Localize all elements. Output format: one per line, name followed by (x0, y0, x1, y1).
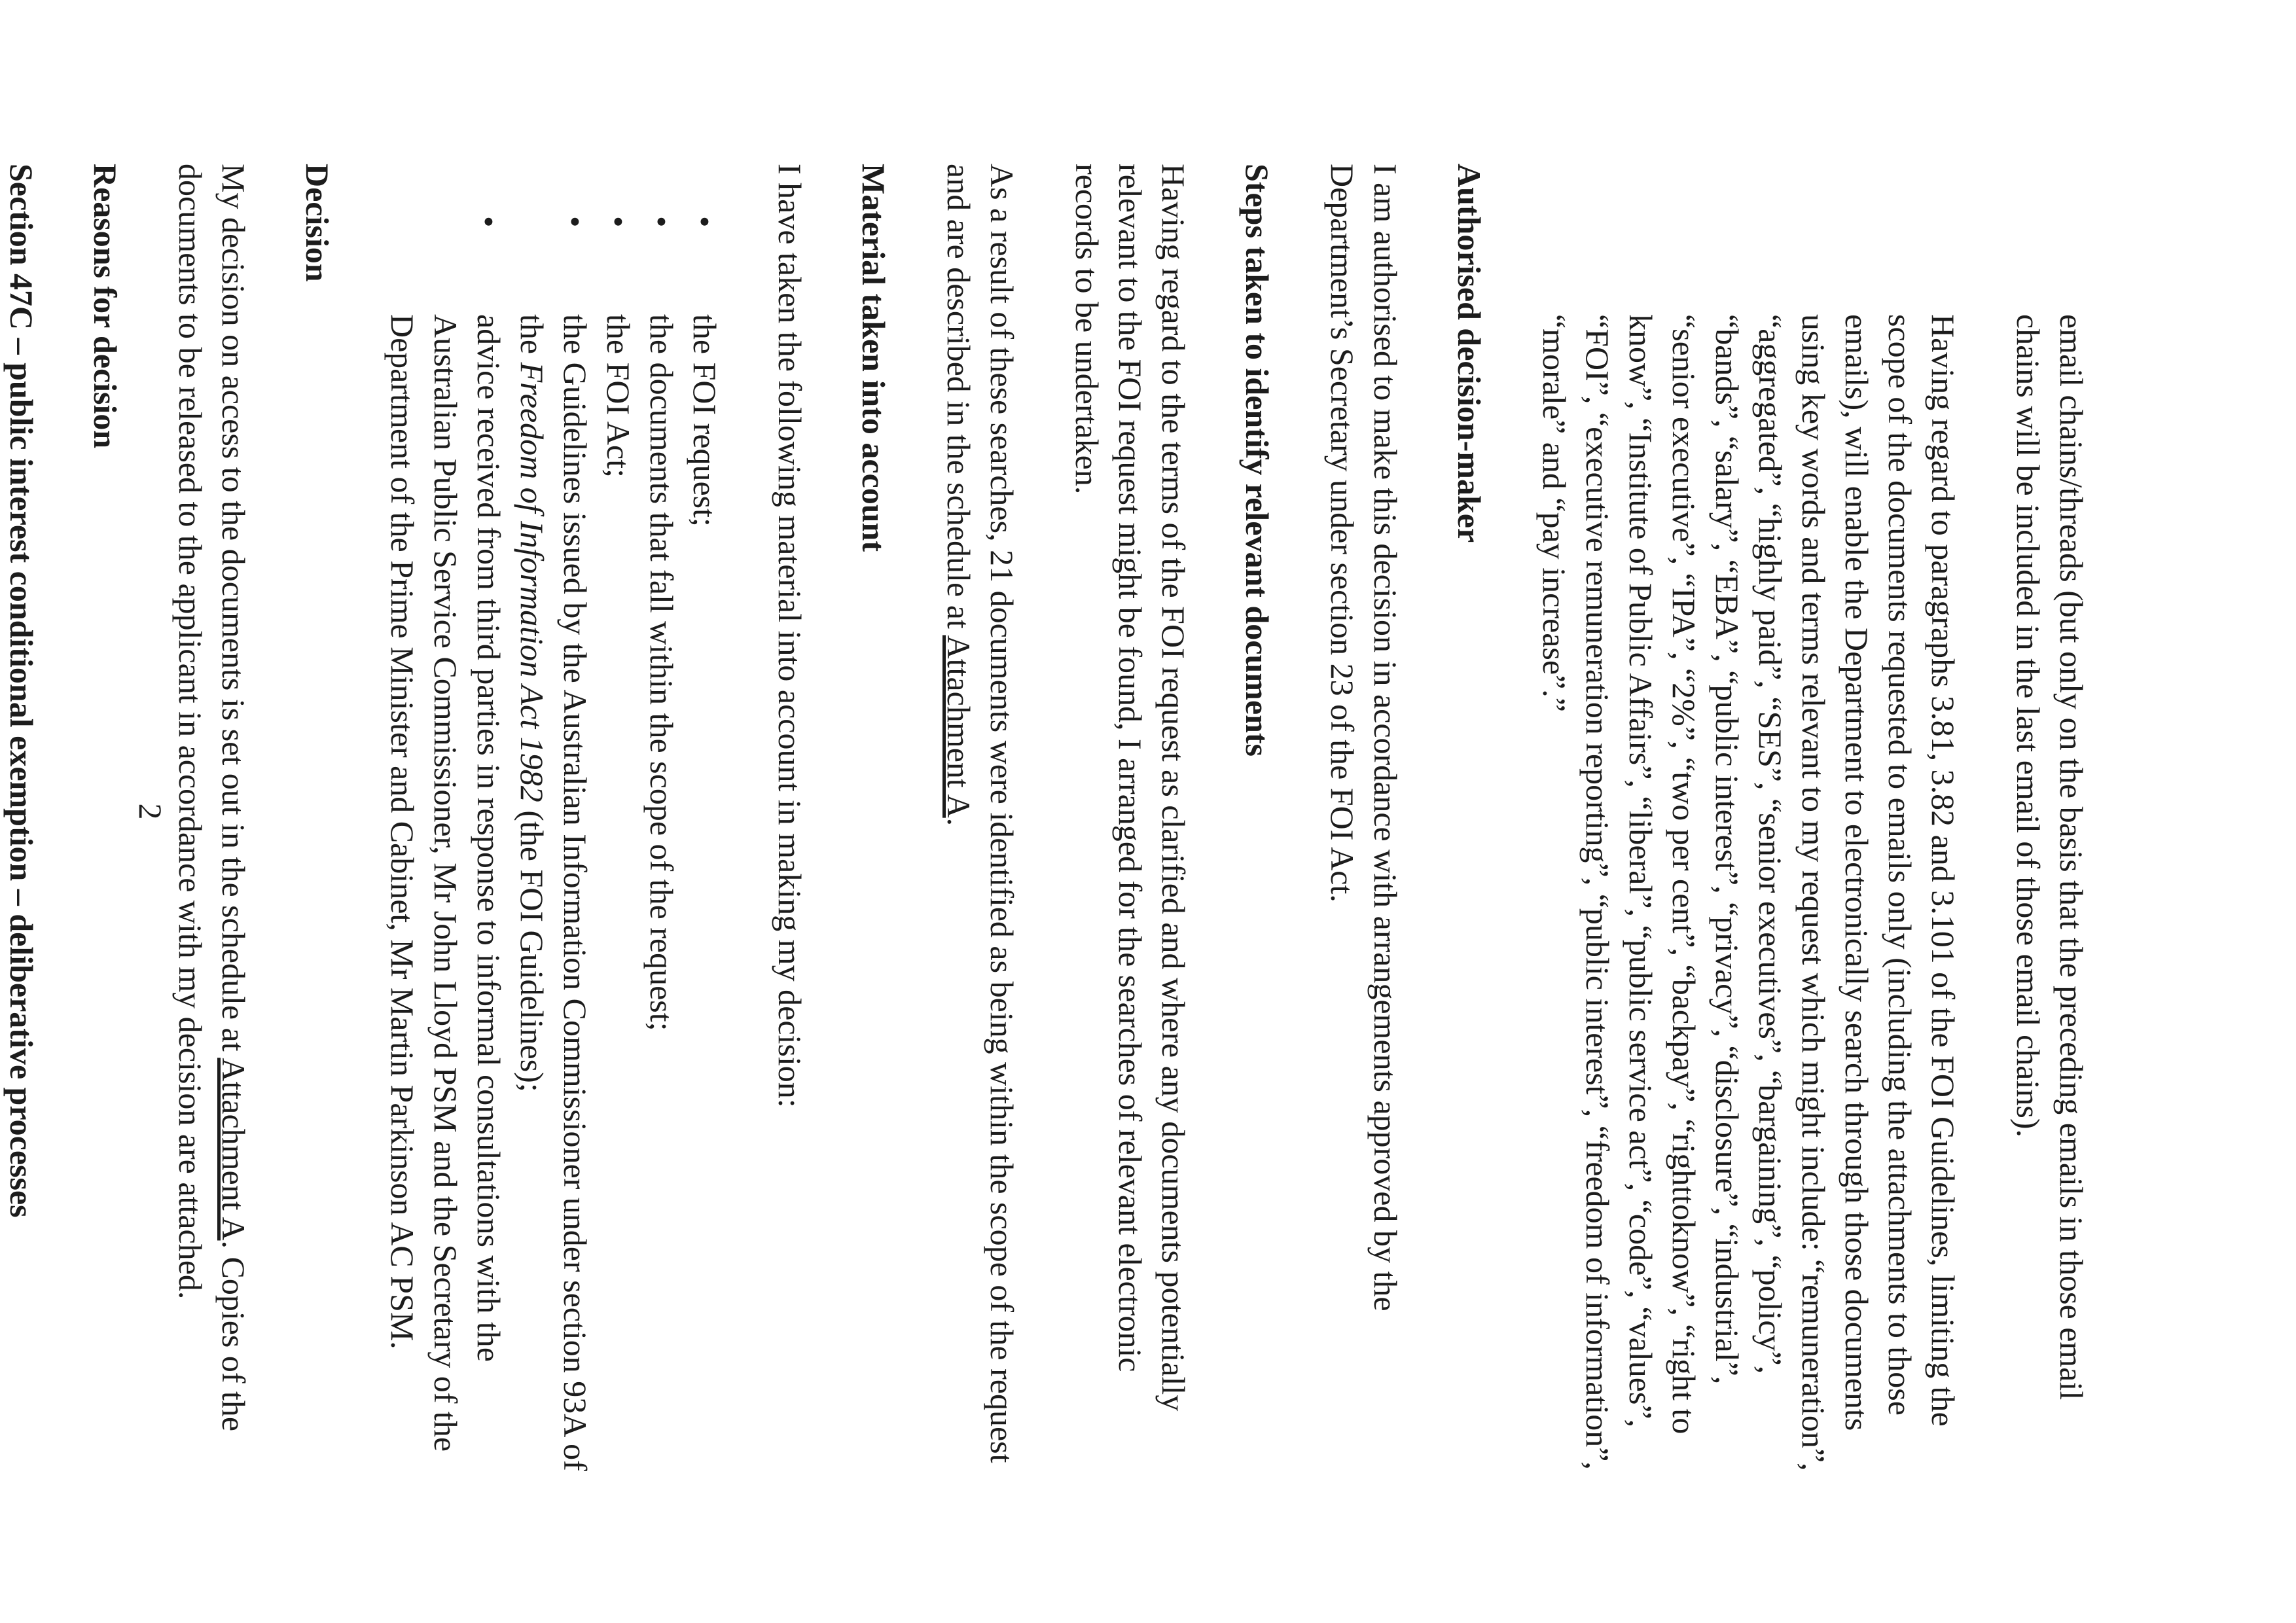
section-47c-heading: Section 47C – public interest conditional exemption – deliberative processes (3, 164, 40, 1218)
material-item-text: advice received from third parties in response to informal consultations with the Australian Public Service Commissioner, Mr John Lloyd PSM and the Secretary of the Department of the Prime Minister and Cabinet, Mr Martin Parkinson AC PSM. (384, 314, 507, 1452)
authorised-paragraph: I am authorised to make this decision in accordance with arrangements approved by the Department’s Secretary under section 23 of the FOI Act. (1324, 164, 1404, 1311)
steps-text-after: . (941, 817, 977, 827)
steps-text-before: As a result of these searches, 21 documents were identified as being within the scope of the request and are described in the schedule at (941, 164, 1020, 1463)
page-content (0, 164, 2093, 1472)
material-list-item (381, 216, 511, 1472)
material-item-text: (the FOI Guidelines); (514, 802, 550, 1092)
bullet-icon: • (643, 216, 680, 228)
decision-heading: Decision (299, 164, 336, 282)
material-item-text: the FOI request; (687, 314, 723, 527)
material-item-text: the FOI Act; (600, 314, 637, 478)
material-list-item (683, 216, 726, 1472)
steps-paragraph-2 (937, 164, 1024, 1472)
reasons-heading: Reasons for decision (87, 164, 124, 449)
bullet-icon: • (687, 216, 723, 228)
bullet-icon: • (557, 216, 594, 228)
material-list-item (511, 216, 597, 1472)
material-heading: Material taken into account (855, 164, 892, 552)
bullet-icon: • (471, 216, 507, 228)
steps-heading: Steps taken to identify relevant documents (1239, 164, 1276, 757)
material-list (381, 164, 726, 1472)
material-item-text: the documents that fall within the scope of the request; (643, 314, 680, 1031)
material-intro: I have taken the following material into account in making my decision: (772, 164, 808, 1108)
material-list-item (640, 216, 683, 1472)
page-number: 2 (132, 803, 169, 820)
authorised-heading: Authorised decision-maker (1451, 164, 1488, 543)
material-list-item (597, 216, 640, 1472)
continuation-paragraph: email chains/threads (but only on the basis that the preceding emails in those email chains will be included in the last email of those email chains). (2010, 314, 2090, 1400)
act-title: Freedom of Information Act 1982 (514, 362, 550, 802)
decision-text-before: My decision on access to the documents is set out in the schedule at (215, 164, 252, 1058)
decision-paragraph (169, 164, 255, 1472)
steps-paragraph-1: Having regard to the terms of the FOI request as clarified and where any documents potentially relevant to the FOI request might be found, I arranged for the searches of relevant electronic records to be undertaken. (1069, 164, 1192, 1412)
attachment-a-reference: Attachment A (215, 1058, 252, 1241)
bullet-icon: • (600, 216, 637, 228)
attachment-a-reference: Attachment A (941, 635, 977, 818)
decision-text-after: . Copies of the documents to be released to the applicant in accordance with my decision are attached. (172, 164, 252, 1432)
material-item-text: the Guidelines issued by the Australian Information Commissioner under section 93A of the (514, 314, 594, 1471)
search-terms-paragraph: Having regard to paragraphs 3.81, 3.82 and 3.101 of the FOI Guidelines, limiting the scope of the documents requested to emails only (including the attachments to those emails), will enable the Department to electronically search through those documents using key words and terms relevant to my request which might include: “remuneration”, “aggregated”, “highly paid”, “SES”, “senior executives”, “bargaining”, “policy”, “bands”, “salary”, “EBA”, “public interest”, “privacy”, “disclosure”, “industrial”, “senior executive”, “IPA”, “2%”, “two per cent”, “backpay”, “righttoknow”, “right to know”, “Institute of Public Affairs”, “liberal”, “public service act”, “code”, “values”, “FOI”, “executive remuneration reporting”, “public interest”, “freedom of information”, “morale” and “pay increase”.” (1536, 314, 1962, 1471)
